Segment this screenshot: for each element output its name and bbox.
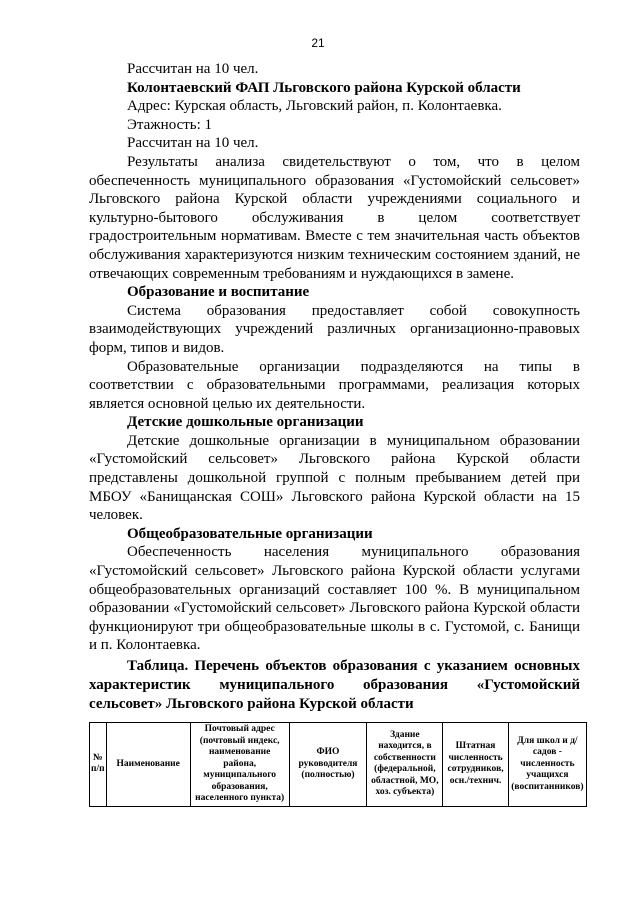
column-header-students: Для школ и д/садов - численность учащихся (воспитанников) bbox=[508, 723, 586, 807]
section-heading: Образование и воспитание bbox=[127, 284, 310, 301]
paragraph: Этажность: 1 bbox=[127, 116, 213, 133]
paragraph: Адрес: Курская область, Льговский район, п. Колонтаевка. bbox=[127, 98, 502, 115]
paragraph: Обеспеченность населения муниципального образования «Густомойский сельсовет» Льговского района Курской области услугами общеобразовательных организаций составляет 100 %. В муниципальном образовании «Густомойский сельсовет» Льговского района Курской области функционируют три общеобразовательные школы в с. Густомой, с. Банищи и п. Колонтаевка. bbox=[89, 544, 580, 654]
paragraph: Образовательные организации подразделяются на типы в соответствии с образовательными программами, реализация которых является основной целью их деятельности. bbox=[89, 358, 580, 412]
education-objects-table bbox=[89, 722, 587, 807]
paragraph: Детские дошкольные организации в муниципальном образовании «Густомойский сельсовет» Льговского района Курской области представлены дошкольной группой с полным пребыванием детей при МБОУ «Банищанская СОШ» Льговского района Курской области на 15 человек. bbox=[89, 432, 580, 524]
paragraph: Результаты анализа свидетельствуют о том, что в целом обеспеченность муниципального образования «Густомойский сельсовет» Льговского района Курской области учреждениями социального и культурно-бытового обслуживания в целом соответствует градостроительным нормативам. Вместе с тем значительная часть объектов обслуживания характеризуются низким техническим состоянием зданий, не отвечающих современным требованиям и нуждающихся в замене. bbox=[89, 153, 580, 282]
column-header-director: ФИО руководителя (полностью) bbox=[289, 723, 367, 807]
column-header-ownership: Здание находится, в собственности (федеральной, областной, МО, хоз. субъекта) bbox=[367, 723, 443, 807]
paragraph: Рассчитан на 10 чел. bbox=[127, 135, 259, 152]
paragraph: Рассчитан на 10 чел. bbox=[127, 61, 259, 77]
column-header-address: Почтовый адрес (почтовый индекс, наименование района, муниципального образования, населенного пункта) bbox=[190, 723, 289, 807]
page-number: 21 bbox=[311, 36, 325, 50]
table-title: Таблица. Перечень объектов образования с указанием основных характеристик муниципального образования «Густомойский сельсовет» Льговского района Курской области bbox=[89, 658, 580, 712]
table-header-row bbox=[90, 723, 587, 807]
paragraph: Система образования предоставляет собой совокупность взаимодействующих учреждений различных организационно-правовых форм, типов и видов. bbox=[89, 302, 580, 356]
section-heading: Детские дошкольные организации bbox=[127, 414, 364, 431]
column-header-name: Наименование bbox=[106, 723, 190, 807]
column-header-staff: Штатная численность сотрудников, осн./технич. bbox=[443, 723, 508, 807]
section-heading: Колонтаевский ФАП Льговского района Курской области bbox=[127, 79, 521, 96]
document-body bbox=[89, 60, 580, 655]
column-header-number: № п/п bbox=[90, 723, 107, 807]
section-heading: Общеобразовательные организации bbox=[127, 525, 373, 542]
